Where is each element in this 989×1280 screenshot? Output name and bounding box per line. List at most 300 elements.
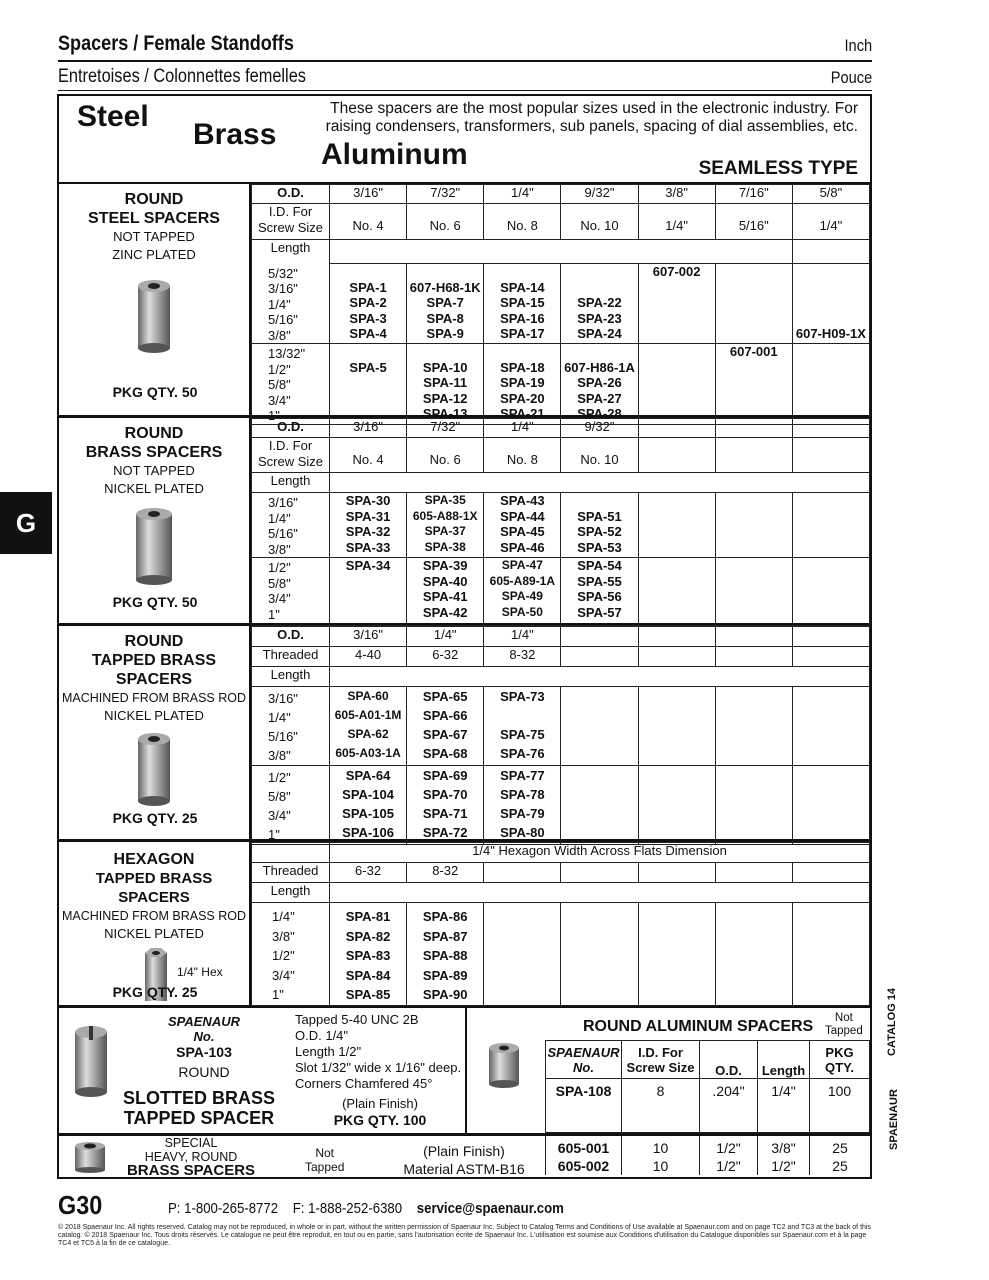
list-value: Corners Chamfered 45° [295,1076,433,1091]
part-number [716,311,792,327]
screw-cell: No. 4 [330,204,407,240]
intro-text: These spacers are the most popular sizes used in the electronic industry. For raising condensers, transformers, sub panels, spacing of dial assemblies, etc. [325,100,858,135]
heavy-sub-1: SPECIAL [164,1136,218,1150]
list-value: 3/8" [272,928,295,944]
part-number: SPA-22 [577,295,622,310]
part-cell [638,344,715,425]
od-cell: 3/16" [330,419,407,438]
part-number: SPA-49 [501,589,543,603]
part-number [561,344,637,360]
heavy-not-tapped [305,1146,344,1174]
part-number: SPA-55 [577,573,622,589]
list-value: 3/8" [268,748,291,763]
part-number: SPA-19 [500,375,545,390]
page-title-fr: Entretoises / Colonnettes femelles [58,66,306,87]
length-list [252,766,330,845]
part-cell [792,264,869,344]
part-number: SPA-45 [500,524,545,539]
table-cell: SPA-108 [546,1079,622,1133]
round-spacer-icon [132,506,176,586]
steel-sub-1: NOT TAPPED [113,229,195,244]
part-number: SPA-77 [500,768,545,783]
part-number: SPA-41 [422,589,468,604]
tapped-description [59,626,251,839]
list-value: 3/8" [268,327,291,343]
part-cell [407,558,484,626]
list-value: 3/16" [268,495,298,510]
blank [638,419,715,438]
steel-pkg-qty: PKG QTY. 50 [112,384,198,400]
part-number [330,574,406,590]
part-number [793,391,869,407]
table-cell: 10 [622,1136,700,1157]
blank [252,843,330,863]
part-number: SPA-87 [422,928,468,944]
steel-sub-2: ZINC PLATED [112,247,196,262]
list-value: 5/32" [268,265,298,281]
part-number: SPA-9 [426,326,464,341]
slotted-no: No. [193,1029,215,1044]
part-number [716,360,792,376]
thread-cell: 6-32 [407,647,484,667]
screw-cell: No. 10 [561,438,638,473]
part-cell [407,344,484,425]
list-value: 1" [268,827,280,842]
part-number: SPA-11 [423,375,468,390]
tapped-section [59,626,870,842]
label-length: Length [252,667,330,687]
blank [561,903,638,1006]
list-value: 1/4" [268,710,291,725]
part-cell [484,344,561,425]
part-number: SPA-13 [422,406,468,421]
part-number: SPA-65 [422,689,468,704]
part-number [716,280,792,296]
blank [715,627,792,647]
blank [792,647,869,667]
page-number: G30 [58,1190,103,1220]
label-od: O.D. [252,185,330,204]
part-number: SPA-33 [345,539,391,555]
part-number: SPA-14 [500,279,545,295]
h: Screw Size [626,1059,695,1075]
blank [638,627,715,647]
part-number [330,605,406,621]
part-cell [561,493,638,558]
blank [561,863,638,883]
heavy-material: Material ASTM-B16 [403,1161,525,1177]
part-number: SPA-34 [345,558,391,573]
part-cell [330,493,407,558]
blank [715,903,792,1006]
part-number: SPA-64 [345,768,391,783]
h: No. [573,1059,594,1075]
part-number [639,391,715,407]
part-cell [484,558,561,626]
blank [330,667,870,687]
part-number: SPA-7 [426,295,464,310]
part-cell [330,264,407,344]
part-number: SPA-26 [577,375,622,390]
blank [638,766,715,845]
brass-sub-2: NICKEL PLATED [104,481,204,496]
tapped-sub-1: MACHINED FROM BRASS ROD [61,691,247,705]
list-value: 1/2" [268,361,291,377]
word-steel: Steel [77,100,149,133]
part-cell [561,344,638,425]
unit-label: Inch [844,36,872,55]
slotted-brand: SPAENAUR [168,1014,240,1029]
hex-pkg-qty: PKG QTY. 25 [112,984,198,1000]
part-number: SPA-56 [577,589,622,604]
part-number [716,295,792,311]
part-cell [407,264,484,344]
list-value: 1/2" [272,948,295,963]
part-number [639,295,715,311]
part-number [484,706,560,725]
blank [715,766,792,845]
part-cell [407,903,484,1006]
screw-cell: No. 6 [407,204,484,240]
part-cell [561,264,638,344]
part-number: 607-H09-1X [795,326,866,341]
brass-section [59,418,870,626]
brass-title-2: BRASS SPACERS [85,444,223,461]
part-number: SPA-73 [500,689,545,704]
od-cell: 7/32" [407,419,484,438]
list-value: 3/8" [268,541,291,557]
label-screw [252,438,330,473]
part-cell [407,766,484,845]
label-length: Length [252,883,330,903]
part-cell [792,344,869,425]
od-cell: 9/32" [561,419,638,438]
part-number [793,311,869,327]
label-length: Length [252,473,330,493]
part-cell [407,687,484,766]
part-number: SPA-42 [422,604,468,620]
table-cell: 1/2" [758,1157,810,1175]
part-number: SPA-67 [422,727,468,742]
col-length: Length [758,1041,810,1079]
word-aluminum: Aluminum [321,138,468,171]
catalog-label: CATALOG 14 [886,987,898,1056]
part-number: SPA-12 [422,390,468,406]
part-number: 607-001 [729,344,778,359]
list-value: Tapped 5-40 UNC 2B [295,1012,419,1027]
email-link[interactable]: service@spaenaur.com [416,1200,564,1217]
thread-cell: 4-40 [330,647,407,667]
unit-label-fr: Pouce [830,68,872,87]
part-number [793,344,869,360]
blank [792,627,869,647]
tapped-pkg-qty: PKG QTY. 25 [112,810,198,826]
blank [638,863,715,883]
part-number [639,360,715,376]
part-number [716,391,792,407]
od-cell: 3/8" [638,185,715,204]
table-cell: .204" [700,1079,758,1133]
length-list [252,264,330,344]
part-number: 607-H86-1A [564,359,635,375]
not-label: Not [315,1146,335,1160]
length-list [252,903,330,1006]
not-label: Not [834,1012,853,1024]
part-number: SPA-85 [345,987,391,1002]
part-number: SPA-57 [577,604,622,620]
part-number [793,375,869,391]
list-value: 5/8" [268,789,291,804]
part-number: SPA-81 [345,909,391,924]
blank [792,419,869,438]
blank [638,687,715,766]
label-screw-size: Screw Size [257,453,324,469]
blank [330,883,870,903]
part-number: SPA-72 [422,825,468,840]
list-value: 3/4" [268,808,291,823]
tapped-sub-2: NICKEL PLATED [104,708,204,723]
product-frame [57,94,872,1179]
screw-cell: No. 8 [484,204,561,240]
h: SPAENAUR [547,1044,620,1060]
od-cell: 1/4" [407,627,484,647]
screw-cell: No. 6 [407,438,484,473]
list-value: 3/4" [272,967,295,983]
tapped-title-1: ROUND [124,633,184,650]
section-tab[interactable]: G [0,492,52,554]
tapped-spacer-icon [134,731,174,807]
part-number [330,375,406,391]
part-number: 605-A03-1A [335,746,401,760]
part-number: SPA-47 [501,558,543,572]
part-number: SPA-37 [424,524,466,538]
part-number: SPA-2 [349,295,387,310]
list-value: 3/16" [268,691,298,706]
hex-note: 1/4" Hexagon Width Across Flats Dimension [330,843,870,863]
part-number [639,280,715,296]
part-cell [484,687,561,766]
part-number: SPA-80 [500,825,545,840]
table-cell: 605-001 [546,1136,622,1157]
col-od: O.D. [700,1041,758,1079]
part-number: SPA-89 [422,967,468,983]
part-cell [638,264,715,344]
heavy-finish [389,1142,539,1178]
header-rule [58,60,872,62]
thread-cell: 6-32 [330,863,407,883]
part-cell [330,687,407,766]
part-number [484,264,560,280]
part-number: SPA-32 [345,524,391,539]
screw-cell: No. 8 [484,438,561,473]
tapped-label: Tapped [305,1160,345,1174]
part-number: SPA-43 [500,493,545,508]
part-number [561,493,637,509]
aluminum-spacer-icon [487,1042,521,1088]
h: PKG [825,1044,854,1060]
heavy-sub-2: HEAVY, ROUND [144,1150,238,1164]
part-cell [561,558,638,626]
part-number: SPA-17 [500,326,545,341]
part-number: SPA-15 [500,295,545,310]
table-cell: 605-002 [546,1157,622,1175]
list-value: 5/16" [268,526,298,541]
list-value: 5/8" [268,377,291,392]
table-cell: 8 [622,1079,700,1133]
brass-title-1: ROUND [124,425,184,442]
brass-description [59,418,251,623]
blank [715,687,792,766]
blank [792,863,869,883]
part-number: SPA-1 [349,279,387,295]
steel-section [59,184,870,423]
part-number [639,311,715,327]
list-value: 3/4" [268,392,291,408]
blank [715,493,792,558]
blank [484,903,561,1006]
blank [792,493,869,558]
part-number [639,375,715,391]
intro-block [59,96,870,184]
label-threaded: Threaded [252,647,330,667]
part-number: SPA-16 [500,310,545,326]
table-cell: 1/4" [758,1079,810,1133]
blank [638,558,715,626]
table-cell: 25 [810,1157,871,1175]
part-number: SPA-69 [422,768,468,783]
list-value: 1" [268,606,280,622]
part-number [716,375,792,391]
part-number: SPA-51 [577,508,622,524]
od-cell: 9/32" [561,185,638,204]
od-cell: 1/4" [484,627,561,647]
screw-cell: No. 4 [330,438,407,473]
list-value: 3/16" [268,281,298,296]
slotted-part: SPA-103 [176,1044,232,1060]
aluminum-not-tapped [825,1012,863,1038]
part-number [716,264,792,280]
part-number: SPA-60 [347,689,389,703]
part-number: SPA-104 [342,787,394,802]
heavy-title: BRASS SPACERS [126,1162,256,1179]
part-number [793,360,869,376]
h: I.D. For [638,1044,683,1060]
part-number: SPA-3 [349,310,387,326]
od-cell: 1/4" [484,185,561,204]
heavy-spacer-icon [73,1140,107,1174]
part-number: SPA-31 [345,508,391,524]
header-rule-2 [58,90,872,91]
part-cell [407,493,484,558]
steel-title-1: ROUND [124,191,184,208]
list-value: 1/2" [268,560,291,575]
slotted-block [59,1008,467,1133]
part-cell [330,903,407,1006]
col-id [622,1041,700,1079]
slotted-labels [119,1014,289,1080]
blank [638,647,715,667]
blank [638,493,715,558]
round-spacer-icon [134,278,174,354]
blank [638,438,715,473]
list-value: 5/16" [268,312,298,327]
part-number [793,264,869,280]
length-list [252,493,330,558]
hex-sub-2: NICKEL PLATED [104,926,204,941]
aluminum-table [545,1040,870,1133]
thread-cell: 8-32 [407,863,484,883]
part-number [330,344,406,360]
part-number: SPA-50 [501,604,543,619]
part-number: SPA-46 [500,539,545,555]
slotted-aluminum-section [59,1008,870,1136]
table-cell: 100 [810,1079,870,1133]
blank [715,863,792,883]
slotted-pkg: PKG QTY. 100 [333,1112,427,1128]
slotted-title-2: TAPPED SPACER [123,1108,275,1128]
part-number: SPA-68 [422,746,468,761]
part-number: SPA-30 [345,493,391,508]
part-cell [715,264,792,344]
screw-cell: 5/16" [715,204,792,240]
blank [715,419,792,438]
part-number: SPA-35 [424,493,466,507]
aluminum-title: ROUND ALUMINUM SPACERS [583,1018,814,1035]
part-number: SPA-54 [577,558,622,573]
word-brass: Brass [193,118,277,151]
od-cell: 7/16" [715,185,792,204]
blank [792,766,869,845]
label-od: O.D. [252,627,330,647]
blank [715,438,792,473]
contact-line [168,1200,564,1217]
length-list [252,344,330,425]
part-cell [484,493,561,558]
hex-section [59,842,870,1008]
heavy-table [545,1136,870,1175]
od-cell: 3/16" [330,185,407,204]
part-number: SPA-84 [345,967,391,983]
thread-cell: 8-32 [484,647,561,667]
part-number: SPA-18 [500,359,545,375]
part-number: SPA-71 [422,806,468,821]
list-value: 1/4" [272,909,295,924]
part-number [561,280,637,296]
blank [561,687,638,766]
part-number: SPA-62 [347,727,389,741]
list-value: 1/2" [268,770,291,785]
list-value: 5/16" [268,729,298,744]
part-number [330,589,406,605]
part-number [330,264,406,280]
brass-sub-1: NOT TAPPED [113,463,195,478]
blank [792,240,869,264]
blank [561,766,638,845]
part-number: SPA-78 [500,787,545,802]
table-cell: 1/2" [700,1157,758,1175]
part-number: SPA-53 [577,539,622,555]
phone-number[interactable]: P: 1-800-265-8772 [168,1200,279,1217]
length-list [252,558,330,626]
part-number: 607-002 [652,264,701,279]
part-number: SPA-27 [577,390,622,406]
part-number: SPA-75 [500,727,545,742]
h: QTY. [825,1059,854,1075]
part-number: 605-A88-1X [412,508,478,523]
part-number: 605-A89-1A [489,573,556,588]
part-cell [330,344,407,425]
steel-description [59,184,251,415]
